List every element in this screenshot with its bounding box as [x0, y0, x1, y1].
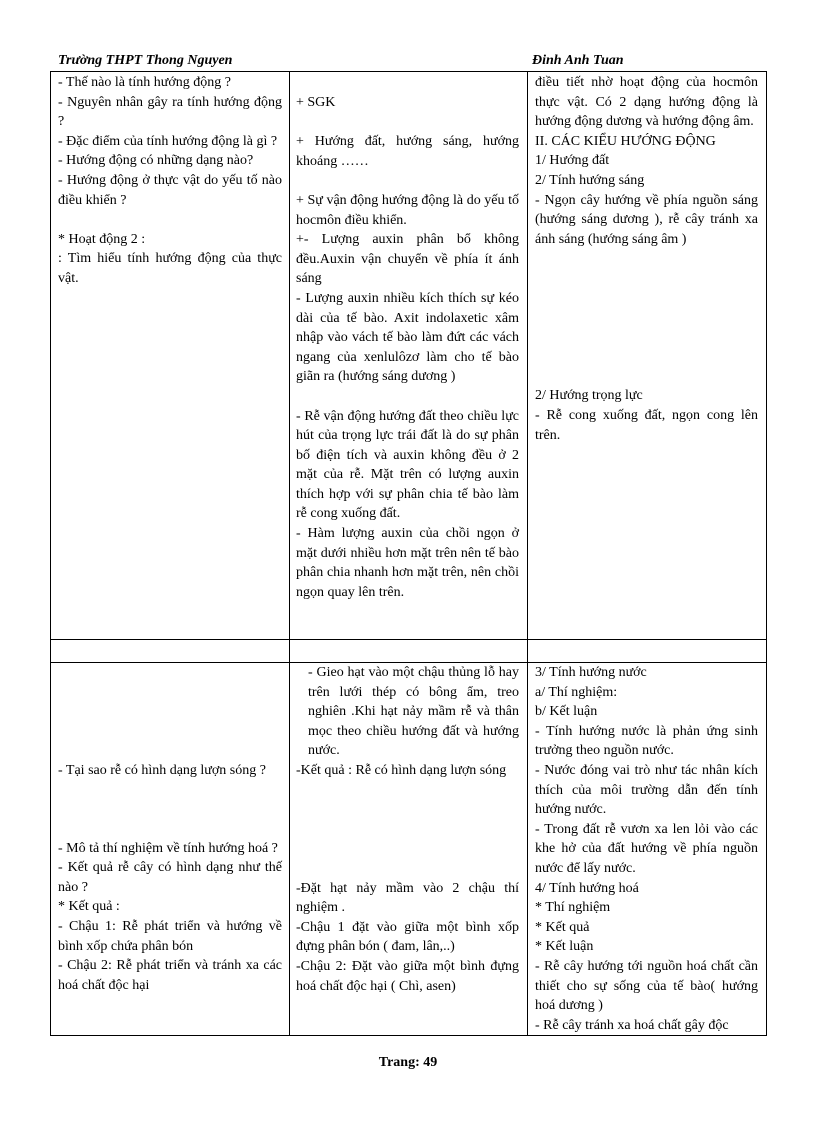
note-item: - Rễ cây hướng tới nguồn hoá chất cần thiết cho sự sống của tế bào( hướng hoá dương ) [535, 958, 758, 1014]
answer-item: + Sự vận động hướng động là do yếu tố hocmôn điều khiển. [296, 192, 519, 228]
answer-item: -Chậu 1 đặt vào giữa một bình xốp đựng phân bón ( đam, lân,..) [296, 919, 519, 955]
activity-description: : Tìm hiểu tính hướng động của thực vật. [58, 251, 282, 286]
note-item: * Kết luận [535, 939, 594, 955]
note-item: điều tiết nhờ hoạt động của hocmôn thực vật. Có 2 dạng hướng động là hướng động dương và hướng động âm. [535, 75, 758, 130]
note-item: - Ngọn cây hướng về phía nguồn sáng (hướng sáng dương ), rễ cây tránh xa ánh sáng (hướng sáng âm ) [535, 192, 758, 247]
author-name: Đinh Anh Tuan [532, 53, 624, 68]
question-item: - Tại sao rễ có hình dạng lượn sóng ? [58, 763, 266, 778]
column-divider [289, 71, 290, 1035]
question-item: - Mô tả thí nghiệm về tính hướng hoá ? [58, 840, 278, 856]
subsection-heading: 4/ Tính hướng hoá [535, 880, 639, 896]
table-border-right [766, 71, 767, 1035]
question-item: - Hướng động có những dạng nào? [58, 153, 254, 169]
section-heading: II. CÁC KIỂU HƯỚNG ĐỘNG [535, 133, 716, 149]
answer-item: - Rễ vận động hướng đất theo chiều lực hút của trọng lực trái đất là do sự phân bố điện tích và auxin không đều ở 2 mặt của rễ. Mặt trên có lượng auxin thích hợp với sự phân chia tế bào làm rễ cong xuống đất. [296, 408, 519, 522]
table-border-left [50, 71, 51, 1035]
question-item: - Nguyên nhân gây ra tính hướng động ? [58, 94, 282, 130]
block2-notes [535, 663, 758, 1035]
subsection-heading: 2/ Tính hướng sáng [535, 172, 645, 188]
table-row-divider [50, 639, 767, 640]
question-item: - Thế nào là tính hướng động ? [58, 75, 231, 90]
note-item: - Rễ cong xuống đất, ngọn cong lên trên. [535, 407, 758, 443]
note-item: - Rễ cây tránh xa hoá chất gây độc [535, 1017, 729, 1033]
question-item: - Kết quả rễ cây có hình dạng như thế nào ? [58, 860, 282, 895]
block2-answers [296, 663, 519, 996]
subsection-heading: 2/ Hướng trọng lực [535, 388, 643, 404]
page-header [58, 53, 766, 71]
answer-item: -Chậu 2: Đặt vào giữa một bình đựng hoá chất độc hại ( Chì, asen) [296, 958, 519, 994]
question-item: - Đặc điểm của tính hướng động là gì ? [58, 133, 278, 149]
activity-heading: * Hoạt động 2 : [58, 231, 146, 247]
answer-item: - Hàm lượng auxin của chồi ngọn ở mặt dưới nhiều hơn mặt trên nên tế bào phân chia nhanh hơn mặt trên, nên chồi ngọn quay lên trên. [296, 526, 519, 600]
result-item: - Chậu 1: Rễ phát triển và hướng về bình xốp chứa phân bón [58, 918, 282, 954]
note-item: - Tính hướng nước là phản ứng sinh trưởng theo nguồn nước. [535, 723, 758, 759]
column-divider [527, 71, 528, 1035]
block1-questions [58, 73, 282, 289]
answer-item: -Đặt hạt nảy mầm vào 2 chậu thí nghiệm . [296, 880, 519, 916]
note-item: * Thí nghiệm [535, 900, 611, 916]
answer-item: + Hướng đất, hướng sáng, hướng khoáng …… [296, 134, 519, 169]
subsection-heading: 1/ Hướng đất [535, 153, 610, 169]
note-item: - Nước đóng vai trò như tác nhân kích thích của môi trường dẫn đến tính hướng nước. [535, 762, 758, 818]
block1-answers [296, 93, 519, 602]
question-item: - Hướng động ở thực vật do yếu tố nào điều khiển ? [58, 172, 282, 208]
note-item: - Trong đất rễ vươn xa len lỏi vào các khe hở của đất hướng về phía nguồn nước để lấy nước. [535, 821, 758, 876]
answer-item: + SGK [296, 95, 336, 110]
result-item: - Chậu 2: Rễ phát triển và tránh xa các hoá chất độc hại [58, 958, 282, 993]
page-number: Trang: 49 [378, 1055, 438, 1070]
answer-item: -Kết quả : Rễ có hình dạng lượn sóng [296, 762, 507, 778]
block1-notes [535, 73, 758, 445]
school-name: Trường THPT Thong Nguyen [58, 53, 233, 68]
answer-item: - Lượng auxin nhiều kích thích sự kéo dài của tế bào. Axit indolaxetic xâm nhập vào vách tế bào làm đứt các vách ngang của xenlulôzơ làm cho tế bào giãn ra (hướng sáng dương ) [296, 290, 519, 385]
note-item: b/ Kết luận [535, 704, 598, 720]
block2-questions [58, 761, 282, 995]
subsection-heading: 3/ Tính hướng nước [535, 665, 647, 680]
note-item: a/ Thí nghiệm: [535, 684, 618, 700]
table-border-top [50, 71, 767, 72]
result-heading: * Kết quả : [58, 899, 120, 915]
answer-item: - Gieo hạt vào một chậu thủng lỗ hay trên lưới thép có bông ẩm, treo nghiên .Khi hạt nảy mầm rễ và thân mọc theo chiều hướng đất và hướng nước. [308, 665, 519, 759]
answer-item: +- Lượng auxin phân bổ không đều.Auxin vận chuyển về phía ít ánh sáng [296, 232, 519, 287]
note-item: * Kết quả [535, 919, 590, 935]
